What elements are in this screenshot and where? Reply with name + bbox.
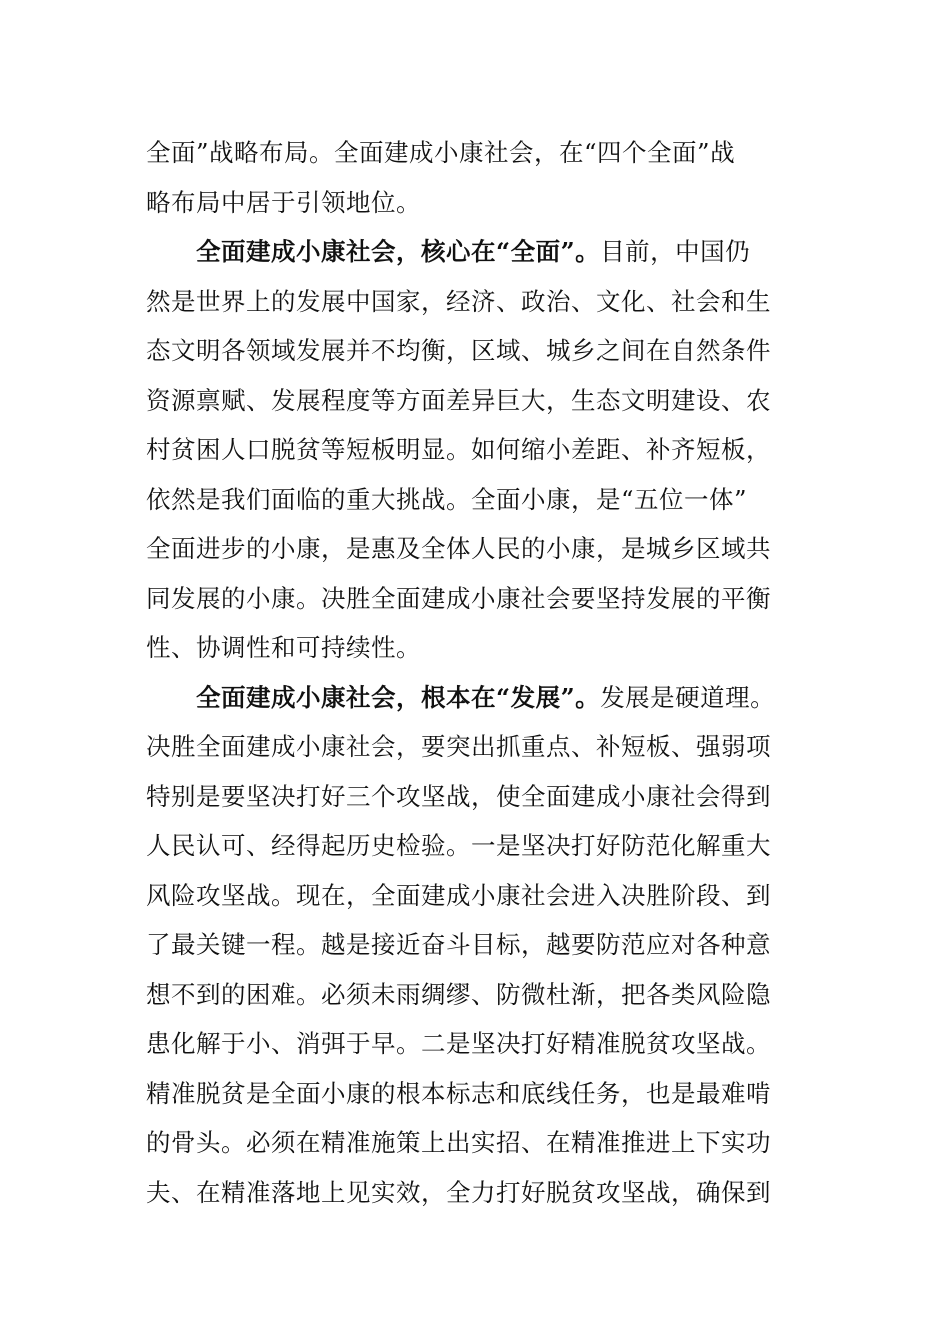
text-line [146,821,796,871]
text-line [146,623,796,673]
text-line [146,524,796,574]
text-segment: 全面进步的小康，是惠及全体人民的小康，是城乡区域共 [146,534,771,563]
text-segment: 然是世界上的发展中国家，经济、政治、文化、社会和生 [146,286,771,316]
text-segment: 村贫困人口脱贫等短板明显。如何缩小差距、补齐短板， [146,435,771,464]
body-text [146,128,796,1217]
text-line [146,871,796,921]
text-line [146,475,796,525]
text-segment: 精准脱贫是全面小康的根本标志和底线任务，也是最难啃 [146,1078,771,1108]
text-segment: 患化解于小、消弭于早。二是坚决打好精准脱贫攻坚战。 [146,1029,771,1058]
text-line [146,970,796,1020]
text-line [146,1069,796,1119]
text-line [146,722,796,772]
text-line [146,673,796,723]
text-line [146,772,796,822]
text-line [146,1168,796,1218]
paragraph-lead-heading: 全面建成小康社会，核心在“全面”。 [196,237,601,266]
text-segment: 目前，中国仍 [600,237,751,266]
text-segment: 了最关键一程。越是接近奋斗目标，越要防范应对各种意 [146,930,771,959]
text-segment: 略布局中居于引领地位。 [146,187,421,217]
text-segment: 资源禀赋、发展程度等方面差异巨大，生态文明建设、农 [146,385,771,415]
text-segment: 风险攻坚战。现在，全面建成小康社会进入决胜阶段、到 [146,880,771,910]
text-segment: 发展是硬道理。 [600,682,776,712]
text-line [146,376,796,426]
text-segment: 同发展的小康。决胜全面建成小康社会要坚持发展的平衡 [146,583,771,613]
text-segment: 夫、在精准落地上见实效，全力打好脱贫攻坚战，确保到 [146,1177,771,1207]
text-line [146,227,796,277]
text-segment: 全面”战略布局。全面建成小康社会，在“四个全面”战 [146,138,736,167]
text-segment: 性、协调性和可持续性。 [146,633,421,662]
text-segment: 人民认可、经得起历史检验。一是坚决打好防范化解重大 [146,831,771,860]
text-line [146,1118,796,1168]
text-segment: 特别是要坚决打好三个攻坚战，使全面建成小康社会得到 [146,781,771,811]
text-segment: 决胜全面建成小康社会，要突出抓重点、补短板、强弱项 [146,732,771,761]
text-line [146,277,796,327]
text-segment: 依然是我们面临的重大挑战。全面小康，是“五位一体” [146,484,748,514]
text-line [146,178,796,228]
text-segment: 想不到的困难。必须未雨绸缪、防微杜渐，把各类风险隐 [146,979,771,1009]
paragraph-lead-heading: 全面建成小康社会，根本在“发展”。 [196,682,601,712]
text-line [146,574,796,624]
text-line [146,920,796,970]
text-segment: 的骨头。必须在精准施策上出实招、在精准推进上下实功 [146,1128,771,1157]
text-line [146,128,796,178]
text-segment: 态文明各领域发展并不均衡，区域、城乡之间在自然条件 [146,336,771,365]
text-line [146,425,796,475]
text-line [146,326,796,376]
text-line [146,1019,796,1069]
